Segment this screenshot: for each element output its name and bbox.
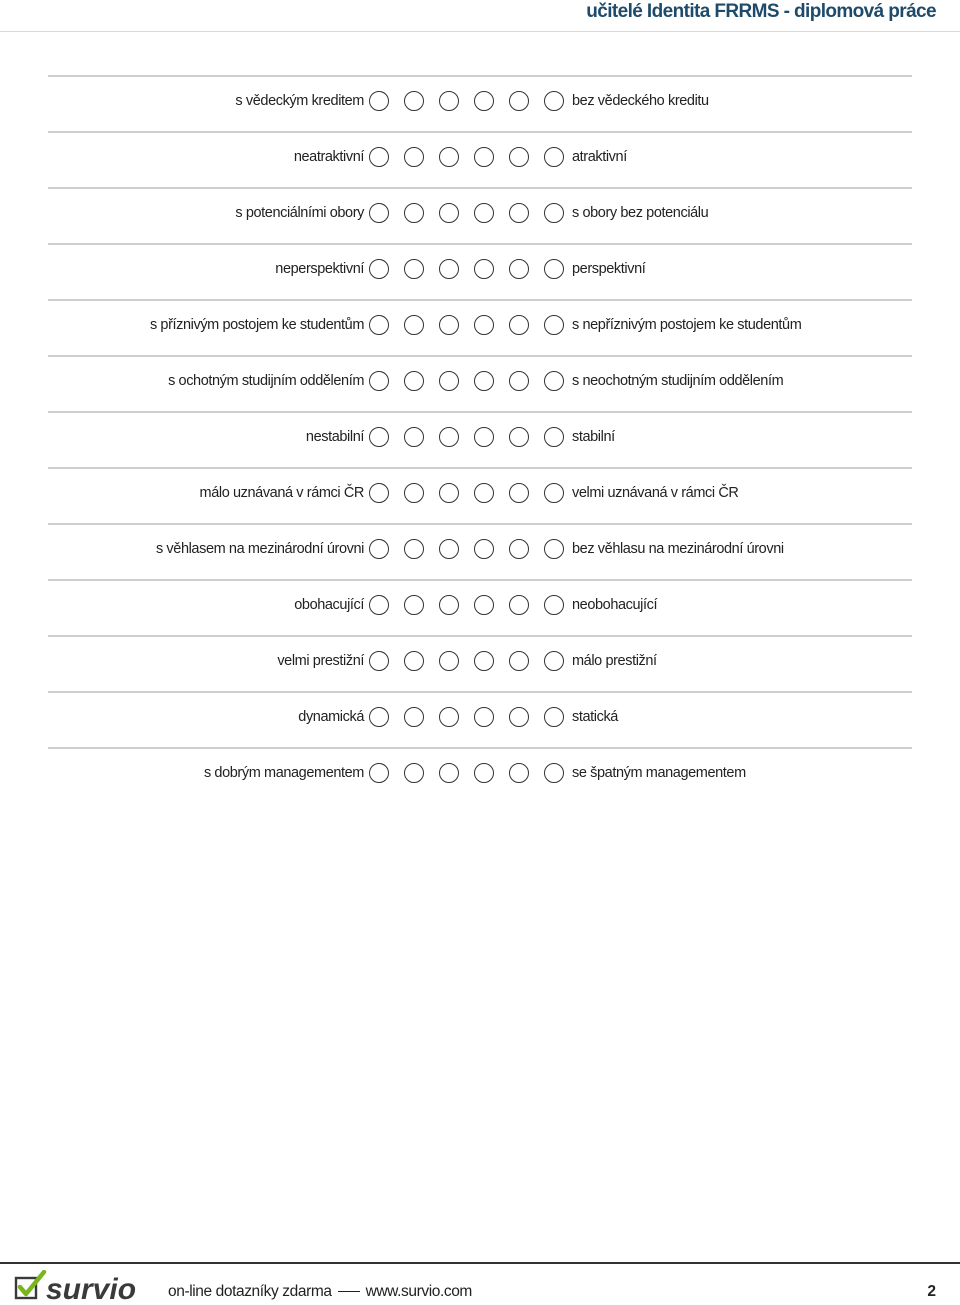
scale-radio-option[interactable] <box>474 91 494 111</box>
scale-radio-option[interactable] <box>369 483 389 503</box>
scale-radio-option[interactable] <box>474 427 494 447</box>
scale-radio-option[interactable] <box>439 595 459 615</box>
scale-radio-option[interactable] <box>439 147 459 167</box>
scale-radio-option[interactable] <box>544 707 564 727</box>
scale-right-label: stabilní <box>572 429 615 445</box>
footer-text <box>168 1283 472 1301</box>
scale-radio-option[interactable] <box>439 315 459 335</box>
semantic-differential-scale <box>48 75 912 803</box>
scale-radio-option[interactable] <box>404 427 424 447</box>
scale-row <box>48 355 912 411</box>
page-number: 2 <box>927 1283 936 1300</box>
scale-radio-option[interactable] <box>509 147 529 167</box>
scale-radio-option[interactable] <box>544 203 564 223</box>
scale-radio-option[interactable] <box>439 763 459 783</box>
scale-radio-option[interactable] <box>369 147 389 167</box>
scale-left-label: dynamická <box>298 709 364 725</box>
scale-right-label: velmi uznávaná v rámci ČR <box>572 485 739 501</box>
scale-radio-option[interactable] <box>474 539 494 559</box>
scale-radio-option[interactable] <box>404 763 424 783</box>
footer-dash <box>338 1291 360 1292</box>
scale-radio-option[interactable] <box>439 427 459 447</box>
scale-radio-option[interactable] <box>404 315 424 335</box>
scale-radio-option[interactable] <box>404 483 424 503</box>
scale-right-label: perspektivní <box>572 261 646 277</box>
scale-left-label: neatraktivní <box>293 149 364 165</box>
scale-right-label: bez věhlasu na mezinárodní úrovni <box>572 541 784 557</box>
scale-radio-option[interactable] <box>474 147 494 167</box>
scale-radio-option[interactable] <box>404 595 424 615</box>
scale-right-label: bez vědeckého kreditu <box>572 93 709 109</box>
scale-left-label: s vědeckým kreditem <box>235 93 364 109</box>
scale-left-label: s věhlasem na mezinárodní úrovni <box>155 541 364 557</box>
scale-radio-option[interactable] <box>544 315 564 335</box>
scale-radio-option[interactable] <box>474 315 494 335</box>
footer-link[interactable]: www.survio.com <box>365 1283 472 1300</box>
scale-radio-option[interactable] <box>439 371 459 391</box>
scale-radio-option[interactable] <box>544 763 564 783</box>
scale-radio-option[interactable] <box>474 763 494 783</box>
scale-right-label: neobohacující <box>572 597 658 613</box>
scale-radio-option[interactable] <box>404 147 424 167</box>
scale-right-label: statická <box>572 709 618 725</box>
scale-row <box>48 747 912 803</box>
scale-radio-option[interactable] <box>369 539 389 559</box>
scale-radio-option[interactable] <box>439 707 459 727</box>
scale-radio-option[interactable] <box>544 91 564 111</box>
scale-radio-option[interactable] <box>474 371 494 391</box>
scale-left-label: s potenciálními obory <box>235 205 364 221</box>
scale-radio-option[interactable] <box>509 707 529 727</box>
scale-radio-option[interactable] <box>439 91 459 111</box>
scale-radio-option[interactable] <box>369 315 389 335</box>
survio-logo <box>14 1270 149 1302</box>
scale-row <box>48 523 912 579</box>
scale-left-label: nestabilní <box>305 429 364 445</box>
scale-radio-option[interactable] <box>509 483 529 503</box>
scale-radio-option[interactable] <box>404 707 424 727</box>
scale-radio-option[interactable] <box>509 315 529 335</box>
scale-radio-option[interactable] <box>509 259 529 279</box>
scale-row <box>48 299 912 355</box>
scale-radio-option[interactable] <box>474 203 494 223</box>
scale-radio-option[interactable] <box>509 371 529 391</box>
scale-row <box>48 187 912 243</box>
scale-radio-option[interactable] <box>474 651 494 671</box>
footer-divider <box>0 1262 960 1264</box>
scale-radio-option[interactable] <box>404 371 424 391</box>
scale-radio-option[interactable] <box>439 483 459 503</box>
scale-radio-option[interactable] <box>369 203 389 223</box>
scale-radio-option[interactable] <box>509 651 529 671</box>
scale-row <box>48 131 912 187</box>
scale-radio-option[interactable] <box>474 483 494 503</box>
scale-radio-option[interactable] <box>404 259 424 279</box>
scale-radio-option[interactable] <box>369 595 389 615</box>
scale-radio-option[interactable] <box>369 91 389 111</box>
scale-left-label: velmi prestižní <box>277 653 364 669</box>
scale-right-label: s neochotným studijním oddělením <box>572 373 784 389</box>
scale-radio-option[interactable] <box>509 763 529 783</box>
survio-logo-text: survio <box>46 1273 137 1302</box>
scale-radio-option[interactable] <box>369 763 389 783</box>
scale-radio-option[interactable] <box>404 91 424 111</box>
scale-radio-option[interactable] <box>544 483 564 503</box>
scale-radio-option[interactable] <box>509 203 529 223</box>
scale-radio-option[interactable] <box>544 259 564 279</box>
scale-left-label: málo uznávaná v rámci ČR <box>199 485 364 501</box>
scale-right-label: se špatným managementem <box>572 765 746 781</box>
scale-right-label: s obory bez potenciálu <box>572 205 709 221</box>
scale-left-label: s ochotným studijním oddělením <box>168 373 364 389</box>
scale-radio-option[interactable] <box>544 651 564 671</box>
scale-radio-option[interactable] <box>404 539 424 559</box>
checkbox-check-icon <box>16 1272 44 1298</box>
scale-radio-option[interactable] <box>474 259 494 279</box>
scale-radio-option[interactable] <box>439 539 459 559</box>
scale-radio-option[interactable] <box>439 651 459 671</box>
scale-radio-option[interactable] <box>544 539 564 559</box>
scale-radio-option[interactable] <box>439 203 459 223</box>
scale-row <box>48 635 912 691</box>
scale-radio-option[interactable] <box>474 595 494 615</box>
scale-left-label: s dobrým managementem <box>203 765 364 781</box>
scale-row <box>48 579 912 635</box>
scale-radio-option[interactable] <box>474 707 494 727</box>
scale-radio-option[interactable] <box>509 595 529 615</box>
header-divider <box>0 31 960 32</box>
scale-radio-option[interactable] <box>544 371 564 391</box>
scale-row <box>48 75 912 131</box>
scale-radio-option[interactable] <box>369 427 389 447</box>
scale-left-label: obohacující <box>294 597 364 613</box>
scale-radio-option[interactable] <box>404 203 424 223</box>
footer-tagline: on-line dotazníky zdarma <box>168 1283 332 1300</box>
page-header-title: učitelé Identita FRRMS - diplomová práce <box>586 1 936 22</box>
scale-radio-option[interactable] <box>369 371 389 391</box>
scale-radio-option[interactable] <box>544 595 564 615</box>
scale-radio-option[interactable] <box>544 427 564 447</box>
scale-radio-option[interactable] <box>544 147 564 167</box>
scale-right-label: atraktivní <box>572 149 627 165</box>
scale-row <box>48 243 912 299</box>
scale-left-label: neperspektivní <box>275 261 364 277</box>
scale-radio-option[interactable] <box>509 539 529 559</box>
scale-radio-option[interactable] <box>369 259 389 279</box>
scale-radio-option[interactable] <box>369 651 389 671</box>
scale-row <box>48 691 912 747</box>
scale-right-label: málo prestižní <box>572 653 657 669</box>
scale-radio-option[interactable] <box>369 707 389 727</box>
scale-row <box>48 411 912 467</box>
scale-radio-option[interactable] <box>509 91 529 111</box>
scale-left-label: s příznivým postojem ke studentům <box>149 317 364 333</box>
scale-row <box>48 467 912 523</box>
scale-right-label: s nepříznivým postojem ke studentům <box>572 317 802 333</box>
scale-radio-option[interactable] <box>509 427 529 447</box>
scale-radio-option[interactable] <box>404 651 424 671</box>
scale-radio-option[interactable] <box>439 259 459 279</box>
